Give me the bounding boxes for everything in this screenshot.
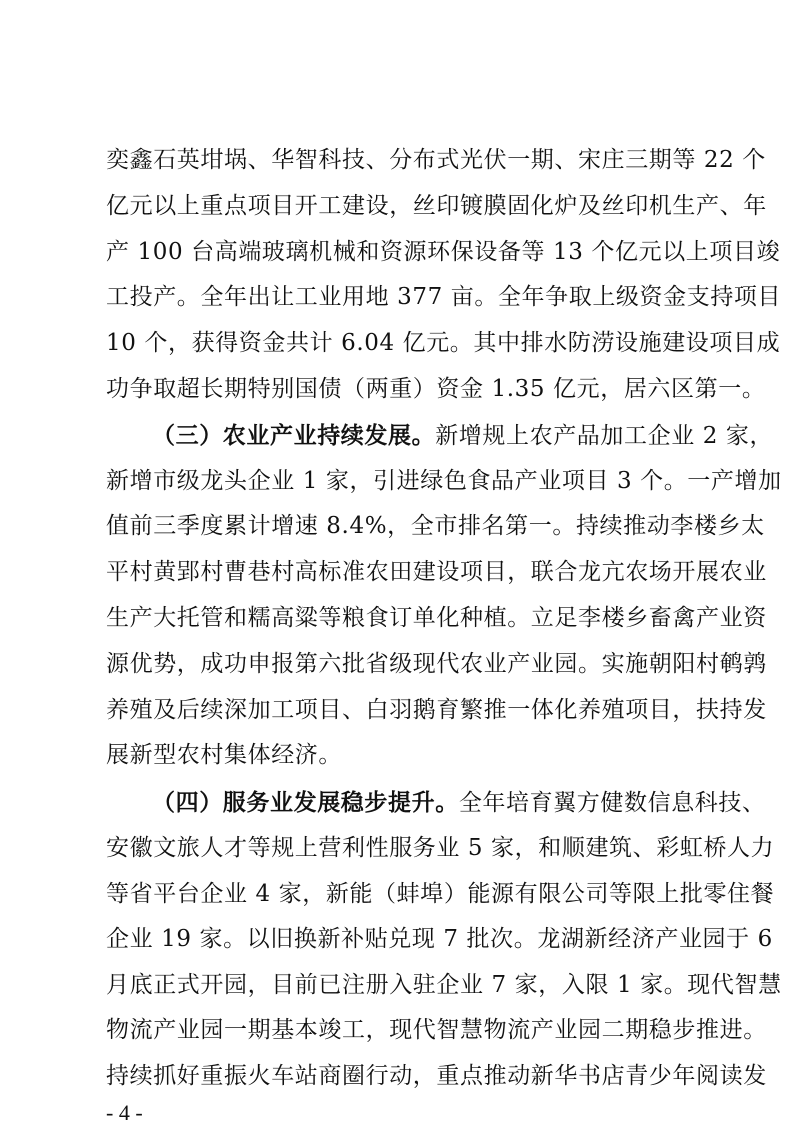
section3-line-3: 值前三季度累计增速 8.4%，全市排名第一。持续推动李楼乡太	[106, 513, 765, 539]
paragraph1-line-3: 产 100 台高端玻璃机械和资源环保设备等 13 个亿元以上项目竣	[106, 239, 781, 265]
section3-line-2: 新增市级龙头企业 1 家，引进绿色食品产业项目 3 个。一产增加	[106, 468, 782, 494]
section4-line-5: 月底正式开园，目前已注册入驻企业 7 家，入限 1 家。现代智慧	[106, 972, 782, 998]
paragraph1-line-5: 10 个，获得资金共计 6.04 亿元。其中排水防涝设施建设项目成	[106, 330, 781, 356]
section3-line-4: 平村黄郢村曹巷村高标准农田建设项目，联合龙亢农场开展农业	[106, 559, 767, 585]
section3-line-8: 展新型农村集体经济。	[106, 742, 342, 768]
paragraph1-line-2: 亿元以上重点项目开工建设，丝印镀膜固化炉及丝印机生产、年	[106, 193, 767, 219]
section3-line-7: 养殖及后续深加工项目、白羽鹅育繁推一体化养殖项目，扶持发	[106, 697, 767, 723]
section3-line-6: 源优势，成功申报第六批省级现代农业产业园。实施朝阳村鹌鹑	[106, 651, 767, 677]
section4-first-line	[152, 788, 766, 818]
section4-heading: （四）服务业发展稳步提升。	[152, 789, 459, 816]
section4-line-2: 安徽文旅人才等规上营利性服务业 5 家，和顺建筑、彩虹桥人力	[106, 835, 775, 861]
section3-first-line	[152, 421, 774, 451]
paragraph1-line-6: 功争取超长期特别国债（两重）资金 1.35 亿元，居六区第一。	[106, 376, 766, 402]
section3-first-line-text: 新增规上农产品加工企业 2 家，	[435, 423, 774, 449]
paragraph1-line-4: 工投产。全年出让工业用地 377 亩。全年争取上级资金支持项目	[106, 284, 782, 310]
section4-line-4: 企业 19 家。以旧换新补贴兑现 7 批次。龙湖新经济产业园于 6	[106, 926, 773, 952]
paragraph1-line-1: 奕鑫石英坩埚、华智科技、分布式光伏一期、宋庄三期等 22 个	[106, 147, 766, 173]
section4-line-6: 物流产业园一期基本竣工，现代智慧物流产业园二期稳步推进。	[106, 1017, 767, 1043]
page-number: - 4 -	[106, 1100, 143, 1125]
section4-first-line-text: 全年培育翼方健数信息科技、	[458, 790, 766, 816]
section4-line-7: 持续抓好重振火车站商圈行动，重点推动新华书店青少年阅读发	[106, 1063, 767, 1089]
section3-line-5: 生产大托管和糯高粱等粮食订单化种植。立足李楼乡畜禽产业资	[106, 605, 767, 631]
section4-line-3: 等省平台企业 4 家，新能（蚌埠）能源有限公司等限上批零住餐	[106, 881, 775, 907]
section3-heading: （三）农业产业持续发展。	[152, 422, 436, 449]
